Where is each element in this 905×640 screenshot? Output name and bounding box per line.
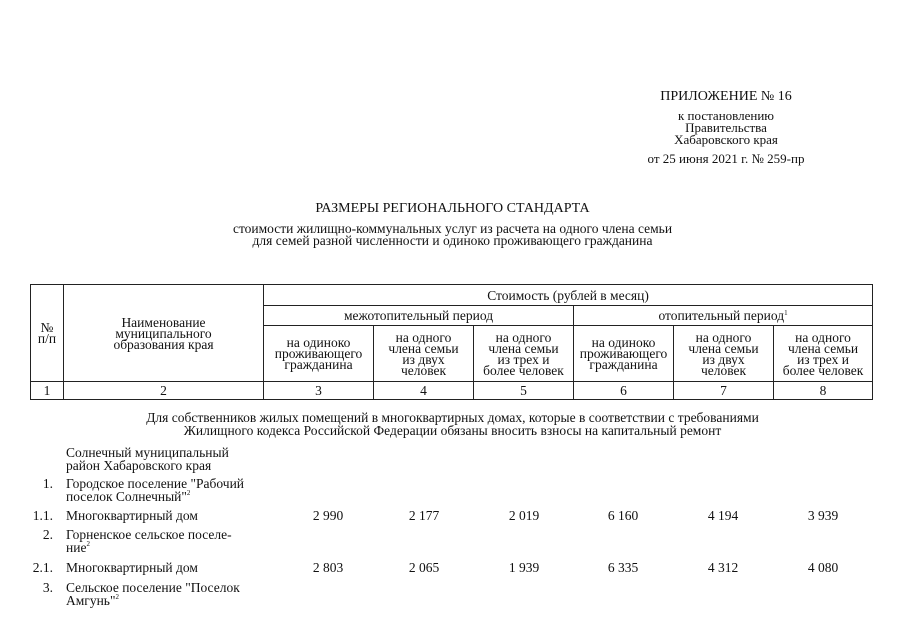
appendix-line-3: Хабаровского края [674,132,778,147]
row-value: 4 080 [807,560,839,575]
header-table [30,284,873,400]
footnote-2: 2 [86,540,90,548]
footnote-2: 2 [186,489,191,497]
row-value: 6 335 [607,560,639,575]
col-number: 5 [474,382,574,400]
row-name: Многоквартирный дом [66,560,198,575]
row-value: 4 194 [707,508,739,523]
col-num-label-2: п/п [37,331,57,346]
col-name-label-1: Наименование [121,314,206,330]
appendix-block [631,89,821,166]
section-line-1: Для собственников жилых помещений в многоквартирных домах, которые в соответствии с требованиями [146,410,759,425]
sub-two-1: на одного члена семьи из двух человек [374,326,474,382]
row-value: 4 312 [707,560,739,575]
sub-single-1: на одиноко проживающего гражданина [264,326,374,382]
row-value: 6 160 [607,508,639,523]
col-num-label-1: № [40,320,54,335]
row-name: Сельское поселение "Поселок Амгунь"$^2$ [66,580,240,608]
col-name-header [64,285,264,382]
row-name: Городское поселение "Рабочий поселок Солнечный"$^2$ [66,476,245,504]
row-name: Солнечный муниципальный район Хабаровского края [66,445,229,473]
col-number: 1 [31,382,64,400]
col-num-header [31,285,64,382]
row-index: 3. [42,580,53,595]
period-heating-label: отопительный период [658,308,785,323]
sub-three-1: на одного члена семьи из трех и более человек [474,326,574,382]
col-name-label-3: образования края [113,336,214,352]
col-number: 6 [574,382,674,400]
row-index: 1. [42,476,53,491]
col-name-label-2: муниципального [115,325,212,341]
section-title [0,411,905,437]
row-value: 2 177 [408,508,440,523]
row-value: 1 939 [508,560,540,575]
footnote-1: 1 [784,309,788,317]
appendix-line-1: к постановлению [677,108,775,123]
row-index: 1.1. [32,508,53,523]
row-value: 2 065 [408,560,440,575]
sub-single-2: на одиноко проживающего гражданина [574,326,674,382]
row-value: 3 939 [807,508,839,523]
subtitle-line-2: для семей разной численности и одиноко проживающего гражданина [252,233,653,248]
col-number: 8 [774,382,873,400]
document-title: РАЗМЕРЫ РЕГИОНАЛЬНОГО СТАНДАРТА [315,201,590,216]
cost-header: Стоимость (рублей в месяц) [264,285,873,306]
col-number: 2 [64,382,264,400]
col-number: 4 [374,382,474,400]
row-value: 2 803 [312,560,344,575]
row-value: 2 990 [312,508,344,523]
row-index: 2. [42,527,53,542]
subtitle-line-1: стоимости жилищно-коммунальных услуг из расчета на одного члена семьи [232,221,673,236]
col-number: 7 [674,382,774,400]
footnote-2: 2 [115,593,119,601]
row-name: Многоквартирный дом [66,508,198,523]
document-subtitle [0,223,905,247]
row-index: 2.1. [32,560,53,575]
appendix-line-2: Правительства [685,120,767,135]
sub-two-2: на одного члена семьи из двух человек [674,326,774,382]
row-name: Горненское сельское поселе- ние$^2$ [66,527,232,555]
col-number: 3 [264,382,374,400]
row-value: 2 019 [508,508,540,523]
period-heating [574,306,873,326]
appendix-date: от 25 июня 2021 г. № 259-пр [647,151,805,166]
appendix-title: ПРИЛОЖЕНИЕ № 16 [660,89,792,104]
sub-three-2: на одного члена семьи из трех и более человек [774,326,873,382]
section-line-2: Жилищного кодекса Российской Федерации обязаны вносить взносы на капитальный ремонт [183,423,722,438]
period-non-heating: межотопительный период [264,306,574,326]
